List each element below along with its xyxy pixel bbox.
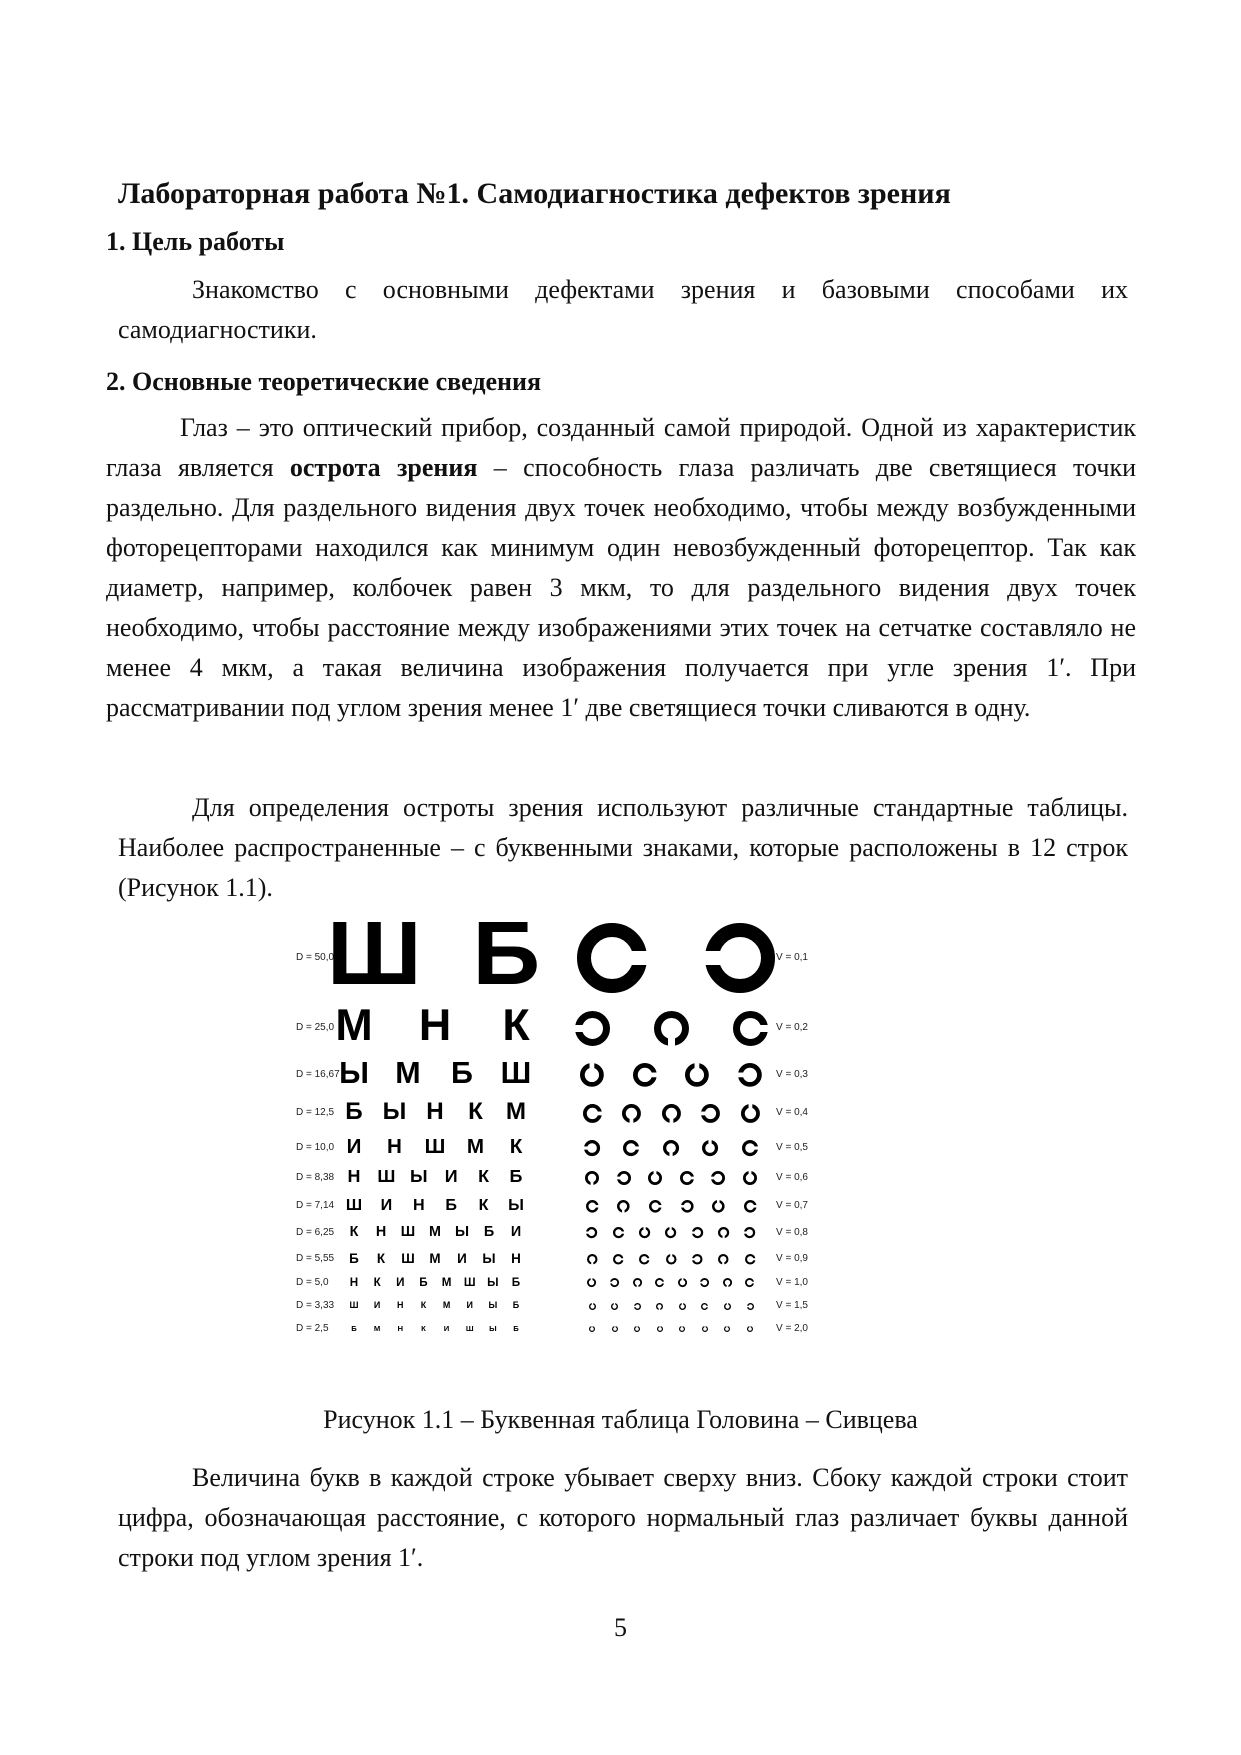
row-acuity-label: V = 0,6	[776, 1172, 808, 1183]
section-heading-goal: 1. Цель работы	[106, 227, 285, 256]
row-acuity-label: V = 0,4	[776, 1107, 808, 1118]
landolt-ring	[617, 1171, 631, 1185]
landolt-ring	[583, 1104, 602, 1123]
figure-caption: Рисунок 1.1 – Буквенная таблица Головина – Сивцева	[323, 1405, 918, 1434]
chart-letter: Н	[426, 1097, 444, 1125]
landolt-ring	[589, 1303, 596, 1310]
chart-letter: Ш	[377, 1166, 396, 1187]
landolt-ring	[738, 1063, 762, 1087]
landolt-ring	[585, 1171, 599, 1185]
chart-letter: И	[373, 1300, 381, 1311]
row-distance-label: D = 2,5	[296, 1323, 329, 1334]
landolt-ring	[680, 1171, 694, 1185]
chart-letter: Ш	[463, 1275, 476, 1289]
chart-letter: Б	[451, 1056, 473, 1091]
row-acuity-label: V = 0,2	[776, 1022, 808, 1033]
chart-letter: И	[443, 1323, 450, 1333]
chart-letter: Ы	[508, 1196, 524, 1215]
landolt-ring	[705, 923, 775, 993]
row-acuity-label: V = 0,1	[776, 952, 808, 963]
landolt-ring	[639, 1254, 650, 1265]
chart-letter: Б	[419, 1275, 428, 1289]
chart-letter: Ш	[326, 902, 422, 1003]
chart-letter: К	[373, 1275, 381, 1289]
row-distance-label: D = 6,25	[296, 1227, 335, 1238]
landolt-ring	[678, 1278, 687, 1287]
row-distance-label: D = 10,0	[296, 1142, 335, 1153]
chart-letter: М	[466, 1134, 485, 1158]
goal-paragraph: Знакомство с основными дефектами зрения и базовыми способами их самодиагностики.	[118, 275, 1128, 344]
chart-letter: Н	[397, 1323, 404, 1333]
chart-letter: Б	[512, 1300, 520, 1311]
chart-description-paragraph: Величина букв в каждой строке убывает сверху вниз. Сбоку каждой строки стоит цифра, обозначающая расстояние, с которого нормальный глаз различает буквы данной строки под углом зрения 1′.	[118, 1463, 1128, 1572]
landolt-ring	[612, 1326, 618, 1332]
landolt-ring	[702, 1140, 718, 1156]
landolt-ring	[723, 1278, 732, 1287]
chart-letter: Б	[513, 1323, 519, 1333]
eye-chart-figure	[296, 902, 906, 1386]
theory-text-before: Глаз – это оптический прибор, созданный самой природой. Одной из характеристик глаза является	[106, 413, 1136, 482]
landolt-ring	[745, 1254, 756, 1265]
row-acuity-label: V = 0,5	[776, 1142, 808, 1153]
row-distance-label: D = 7,14	[296, 1200, 335, 1211]
landolt-ring	[654, 1011, 689, 1046]
page-title: Лабораторная работа №1. Самодиагностика дефектов зрения	[118, 177, 951, 210]
landolt-ring	[648, 1171, 662, 1185]
chart-letter: К	[509, 1134, 523, 1158]
row-acuity-label: V = 0,8	[776, 1227, 808, 1238]
landolt-ring	[656, 1303, 663, 1310]
landolt-ring	[577, 923, 647, 993]
chart-letter: И	[444, 1166, 458, 1187]
chart-letter: М	[373, 1323, 381, 1333]
chart-letter: К	[376, 1250, 386, 1266]
landolt-ring	[712, 1200, 725, 1213]
landolt-ring	[639, 1227, 650, 1238]
row-acuity-label: V = 0,9	[776, 1253, 808, 1264]
chart-letter: И	[457, 1250, 467, 1266]
chart-letter: Ы	[410, 1166, 428, 1187]
chart-letter: К	[420, 1300, 427, 1311]
landolt-ring	[743, 1171, 757, 1185]
chart-letter: Н	[387, 1134, 402, 1158]
chart-letter: К	[478, 1196, 489, 1215]
landolt-ring	[617, 1200, 630, 1213]
landolt-ring	[744, 1200, 757, 1213]
chart-letter: Б	[349, 1250, 359, 1266]
landolt-ring	[580, 1063, 604, 1087]
chart-letter: Б	[445, 1196, 457, 1215]
landolt-ring	[666, 1254, 677, 1265]
landolt-ring	[649, 1200, 662, 1213]
landolt-ring	[662, 1104, 681, 1123]
landolt-ring	[622, 1104, 641, 1123]
row-distance-label: D = 5,0	[296, 1277, 329, 1288]
chart-letter: И	[396, 1275, 405, 1289]
landolt-ring	[586, 1227, 597, 1238]
chart-letter: И	[380, 1196, 393, 1215]
row-distance-label: D = 5,55	[296, 1253, 335, 1264]
landolt-ring	[724, 1303, 731, 1310]
row-acuity-label: V = 1,5	[776, 1300, 808, 1311]
chart-letter: Б	[472, 902, 540, 1003]
chart-letter: М	[335, 1000, 373, 1051]
landolt-ring	[613, 1227, 624, 1238]
landolt-ring	[702, 1326, 708, 1332]
landolt-ring	[623, 1140, 639, 1156]
landolt-ring	[575, 1011, 610, 1046]
landolt-ring	[665, 1227, 676, 1238]
landolt-ring	[692, 1227, 703, 1238]
chart-letter: К	[478, 1166, 490, 1187]
chart-letter: Н	[347, 1166, 361, 1187]
chart-letter: М	[395, 1056, 421, 1091]
landolt-ring	[681, 1200, 694, 1213]
chart-letter: Н	[397, 1300, 404, 1311]
chart-letter: Н	[375, 1224, 387, 1241]
chart-letter: Ы	[487, 1275, 499, 1289]
landolt-ring	[587, 1254, 598, 1265]
landolt-ring	[701, 1303, 708, 1310]
chart-letter: Б	[509, 1166, 523, 1187]
chart-letter: Б	[511, 1275, 521, 1289]
chart-letter: М	[429, 1224, 441, 1241]
chart-letter: К	[468, 1097, 483, 1125]
landolt-ring	[663, 1140, 679, 1156]
theory-paragraph-2: Для определения остроты зрения используют различные стандартные таблицы. Наиболее распространенные – с буквенными знаками, которые расположены в 12 строк (Рисунок 1.1).	[118, 793, 1128, 902]
chart-letter: Ш	[400, 1224, 416, 1241]
chart-letter: Ы	[482, 1250, 496, 1266]
chart-letter: Ы	[454, 1224, 469, 1241]
chart-letter: М	[442, 1300, 451, 1311]
landolt-ring	[745, 1278, 754, 1287]
landolt-ring	[724, 1326, 730, 1332]
chart-letter: Ы	[382, 1097, 407, 1125]
landolt-ring	[718, 1254, 729, 1265]
theory-paragraph-1	[106, 408, 1136, 728]
landolt-ring	[589, 1326, 595, 1332]
row-acuity-label: V = 0,3	[776, 1069, 808, 1080]
row-distance-label: D = 16,67	[296, 1069, 340, 1080]
chart-letter: Ш	[345, 1196, 363, 1215]
landolt-ring	[692, 1254, 703, 1265]
chart-letter: Н	[418, 1000, 452, 1051]
chart-letter: Ы	[488, 1300, 498, 1311]
landolt-ring	[633, 1278, 642, 1287]
chart-letter: К	[349, 1224, 359, 1241]
landolt-ring	[657, 1326, 663, 1332]
landolt-ring	[655, 1278, 664, 1287]
landolt-ring	[679, 1303, 686, 1310]
chart-letter: Б	[351, 1323, 357, 1333]
chart-letter: М	[441, 1275, 452, 1289]
chart-letter: И	[466, 1300, 473, 1311]
landolt-ring	[733, 1011, 768, 1046]
chart-letter: Н	[349, 1275, 359, 1289]
landolt-ring	[701, 1104, 720, 1123]
chart-letter: Н	[511, 1250, 521, 1266]
chart-letter: Б	[483, 1224, 495, 1241]
chart-letter: Ы	[489, 1323, 497, 1333]
landolt-ring	[747, 1303, 754, 1310]
chart-letter: М	[505, 1097, 527, 1125]
chart-letter: К	[502, 1000, 530, 1051]
landolt-ring	[685, 1063, 709, 1087]
chart-letter: Ш	[500, 1056, 532, 1091]
row-distance-label: D = 3,33	[296, 1300, 335, 1311]
row-acuity-label: V = 0,7	[776, 1200, 808, 1211]
theory-text-after: – способность глаза различать две светящиеся точки раздельно. Для раздельного видения двух точек необходимо, чтобы между возбужденными фоторецепторами находился как минимум один невозбужденный фоторецептор. Так как диаметр, например, колбочек равен 3 мкм, то для раздельного видения двух точек необходимо, чтобы расстояние между изображениями этих точек на сетчатке составляло не менее 4 мкм, а такая величина изображения получается при угле зрения 1′. При рассматривании под углом зрения менее 1′ две светящиеся точки сливаются в одну.	[106, 453, 1137, 722]
landolt-ring	[587, 1278, 596, 1287]
chart-letter: Ш	[424, 1134, 446, 1158]
chart-letter: Ы	[339, 1056, 369, 1091]
term-visual-acuity: острота зрения	[289, 453, 478, 482]
landolt-ring	[613, 1254, 624, 1265]
page-number: 5	[614, 1613, 627, 1642]
landolt-ring	[744, 1227, 755, 1238]
section-heading-theory: 2. Основные теоретические сведения	[106, 367, 542, 396]
row-distance-label: D = 8,38	[296, 1172, 335, 1183]
chart-letter: Ш	[465, 1323, 474, 1333]
landolt-ring	[711, 1171, 725, 1185]
chart-letter: К	[421, 1323, 426, 1333]
row-acuity-label: V = 1,0	[776, 1277, 808, 1288]
landolt-ring	[586, 1200, 599, 1213]
chart-letter: Б	[345, 1097, 363, 1125]
landolt-ring	[700, 1278, 709, 1287]
row-distance-label: D = 25,0	[296, 1022, 335, 1033]
landolt-ring	[742, 1140, 758, 1156]
chart-letter: Н	[412, 1196, 425, 1215]
landolt-ring	[584, 1140, 600, 1156]
landolt-ring	[633, 1063, 657, 1087]
chart-letter: Ш	[349, 1300, 359, 1311]
landolt-ring	[634, 1303, 641, 1310]
landolt-ring	[718, 1227, 729, 1238]
landolt-ring	[741, 1104, 760, 1123]
landolt-ring	[611, 1303, 618, 1310]
chart-letter: И	[346, 1134, 362, 1158]
chart-letter: И	[510, 1224, 522, 1241]
landolt-ring	[747, 1326, 753, 1332]
row-distance-label: D = 50,0	[296, 952, 335, 963]
landolt-ring	[679, 1326, 685, 1332]
landolt-ring	[634, 1326, 640, 1332]
row-acuity-label: V = 2,0	[776, 1323, 808, 1334]
row-distance-label: D = 12,5	[296, 1107, 335, 1118]
chart-letter: М	[429, 1250, 441, 1266]
chart-letter: Ш	[401, 1250, 415, 1266]
landolt-ring	[610, 1278, 619, 1287]
